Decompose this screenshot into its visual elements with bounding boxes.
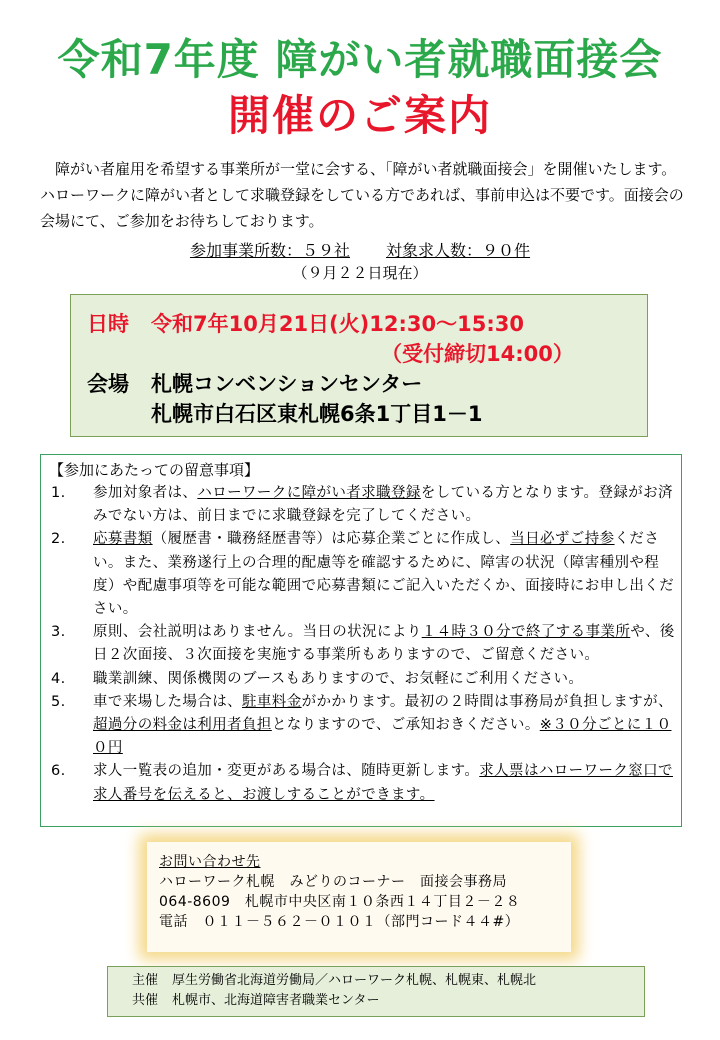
cohost-names: 札幌市、北海道障害者職業センター <box>172 993 380 1008</box>
intro-text: 障がい者雇用を希望する事業所が一堂に会する、「障がい者就職面接会」を開催いたします。ハローワークに障がい者として求職登録をしている方であれば、事前申込は不要です。面接会の会場にて、ご参加をお待ちしております。 <box>40 160 684 230</box>
contact-address: 064-8609 札幌市中央区南１０条西１４丁目２－２８ <box>159 894 521 910</box>
note-item: 4. 職業訓練、関係機関のブースもありますので、お気軽にご利用ください。 <box>51 670 584 687</box>
reception-deadline: （受付締切14:00） <box>381 342 574 366</box>
notes-box <box>40 454 682 827</box>
note-item: 2. 応募書類（履歴書・職務経歴書等）は応募企業ごとに作成し、当日必ずご持参ください。また、業務遂行上の合理的配慮等を確認するために、障害の状況（障害種別や程度）や配慮事項等を可能な範囲で応募書類にご記入いただくか、面接時にお申し出ください。 <box>51 531 675 618</box>
cohost-row <box>132 991 644 1011</box>
venue-address: 札幌市白石区東札幌6条1丁目1－1 <box>151 402 483 426</box>
date-value: 令和7年10月21日(火)12:30～15:30 <box>151 312 524 336</box>
note-item: 5. 車で来場した場合は、駐車料金がかかります。最初の２時間は事務局が負担しますが、超過分の料金は利用者負担となりますので、ご承知おきください。※３０分ごとに１００円 <box>51 693 673 757</box>
notes-title: 【参加にあたっての留意事項】 <box>49 461 260 479</box>
contact-phone: 電話 ０１１－５６２－０１０１（部門コード４４#） <box>159 914 520 930</box>
intro-paragraph <box>40 156 684 234</box>
date-label: 日時 <box>87 312 129 336</box>
job-count: 対象求人数：９０件 <box>386 241 531 260</box>
note-item: 1. 参加対象者は、ハローワークに障がい者求職登録をしている方となります。登録がお済みでない方は、前日までに求職登録を完了してください。 <box>51 485 673 525</box>
page-subtitle: 開催のご案内 <box>227 91 492 140</box>
contact-box <box>147 842 571 952</box>
host-row <box>132 971 644 991</box>
as-of-date: （９月２２日現在） <box>292 264 428 282</box>
contact-office: ハローワーク札幌 みどりのコーナー 面接会事務局 <box>159 874 507 890</box>
host-names: 厚生労働省北海道労働局／ハローワーク札幌、札幌東、札幌北 <box>172 973 537 988</box>
participation-stats <box>0 240 720 262</box>
venue-label: 会場 <box>87 372 129 396</box>
page-title: 令和7年度 障がい者就職面接会 <box>57 35 663 84</box>
company-count: 参加事業所数：５９社 <box>189 241 350 260</box>
sponsor-box <box>107 966 645 1017</box>
venue-name: 札幌コンベンションセンター <box>151 372 423 396</box>
host-label: 主催 <box>132 973 159 988</box>
event-info-box <box>70 294 648 437</box>
cohost-label: 共催 <box>132 993 159 1008</box>
contact-heading: お問い合わせ先 <box>159 854 261 870</box>
notes-list <box>47 482 675 807</box>
note-item: 6. 求人一覧表の追加・変更がある場合は、随時更新します。求人票はハローワーク窓口で求人番号を伝えると、お渡しすることができます。 <box>51 763 673 803</box>
note-item: 3. 原則、会社説明はありません。当日の状況により１４時３０分で終了する事業所や、後日２次面接、３次面接を実施する事業所もありますので、ご留意ください。 <box>51 624 675 664</box>
